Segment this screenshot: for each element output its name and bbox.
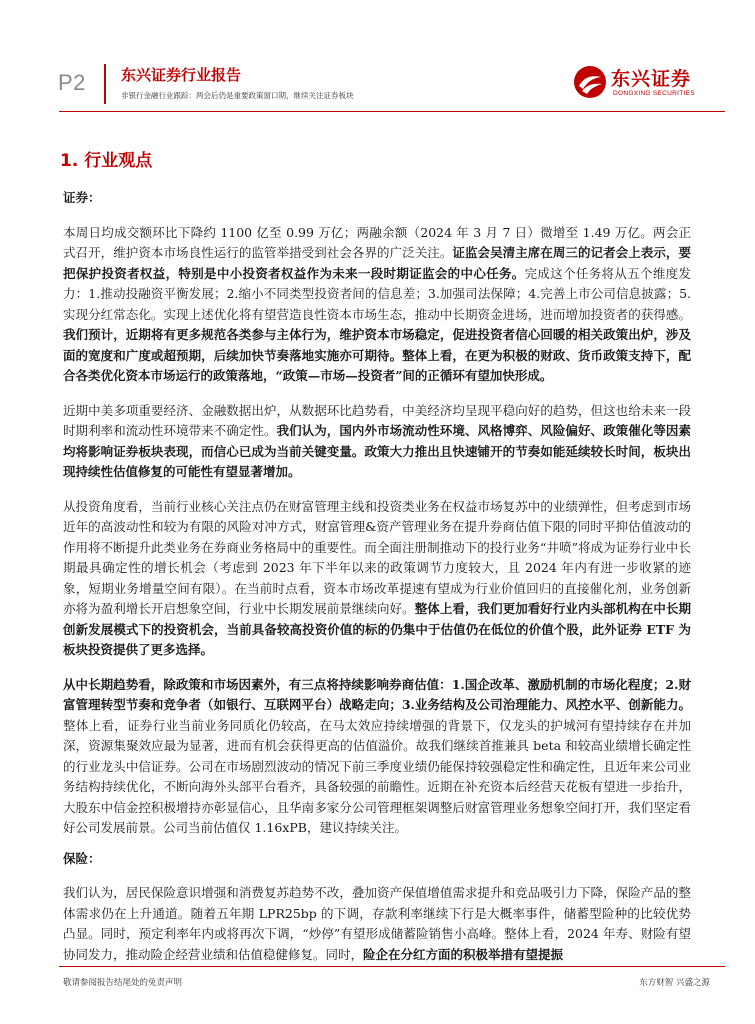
report-title: 东兴证券行业报告 bbox=[121, 66, 242, 84]
paragraph bbox=[63, 401, 691, 483]
header-rule bbox=[59, 111, 725, 112]
footer-disclaimer: 敬请参阅报告结尾处的免责声明 bbox=[63, 978, 183, 988]
logo-text-en: DONGXING SECURITIES bbox=[613, 90, 695, 97]
page-number: P2 bbox=[58, 70, 86, 95]
text-run: 本周日均成交额环比下降约 1100 亿至 0.99 万亿；两融余额（2024 年 3 月 7 日）微增至 1.49 万亿。两会正式召开，维护资本市场良性运行的监管举措受到社会各界的广泛关注。 bbox=[63, 224, 691, 260]
paragraph bbox=[63, 497, 691, 661]
logo-mark-icon bbox=[573, 65, 607, 99]
report-body bbox=[63, 188, 691, 979]
paragraph bbox=[63, 675, 691, 839]
footer-rule bbox=[59, 966, 725, 967]
company-logo bbox=[573, 63, 723, 103]
text-run: 我们认为，居民保险意识增强和消费复苏趋势不改，叠加资产保值增值需求提升和竞品吸引力下降，保险产品的整体需求仍在上升通道。随着五年期 LPR25bp 的下调，存款利率继续下行是大概率事件，储蓄型险种的比较优势凸显。同时，预定利率年内或将再次下调，“炒停”有望形成储蓄险销售小高峰。整体上看，2024 年寿、财险有望协同发力，推动险企经营业绩和估值稳健修复。同时， bbox=[63, 885, 691, 962]
bold-run: 我们认为，国内外市场流动性环境、风格博弈、风险偏好、政策催化等因素均将影响证券板块表现，而信心已成为当前关键变量。政策大力推出且快速铺开的节奏如能延续较长时间，板块出现持续性估值修复的可能性有望显著增加。 bbox=[63, 423, 691, 479]
header-divider bbox=[104, 64, 106, 104]
subheading-insurance: 保险： bbox=[63, 850, 101, 866]
text-run: 从投资角度看，当前行业核心关注点仍在财富管理主线和投资类业务在权益市场复苏中的业绩弹性，但考虑到市场近年的高波动性和较为有限的风险对冲方式，财富管理&资产管理业务在提升券商估值下限的同时平抑估值波动的作用将不断提升此类业务在券商业务格局中的重要性。而全面注册制推动下的投行业务“井喷”将成为证券行业中长期最具确定性的增长机会（考虑到 2023 年下半年以来的政策调节力度较大，且 2024 年内有进一步收紧的迹象，短期业务增量空间有限）。在当前时点看，资本市场改革提速有望成为行业价值回归的直接催化剂，业务创新亦将为盈利增长开启想象空间，行业中长期发展前景继续向好。 bbox=[63, 498, 691, 616]
page-footer bbox=[0, 966, 755, 1006]
report-subtitle: 非银行金融行业跟踪：两会后仍是重要政策窗口期，继续关注证券板块 bbox=[121, 91, 354, 100]
subheading-securities: 证券： bbox=[63, 190, 101, 205]
section-title: 1. 行业观点 bbox=[60, 151, 153, 171]
text-run: 近期中美多项重要经济、金融数据出炉，从数据环比趋势看，中美经济均呈现平稳向好的趋势，但这也给未来一段时期利率和流动性环境带来不确定性。 bbox=[63, 402, 691, 438]
bold-run: 整体上看，我们更加看好行业内头部机构在中长期创新发展模式下的投资机会，当前具备较高投资价值的标的仍集中于估值仍在低位的价值个股，此外证券 ETF 为板块投资提供了更多选择。 bbox=[63, 601, 691, 657]
paragraph bbox=[63, 223, 691, 387]
text-run: 整体上看，证券行业当前业务同质化仍较高，在马太效应持续增强的背景下，仅龙头的护城河有望持续存在并加深，资源集聚效应最为显著，进而有机会获得更高的估值溢价。故我们继续首推兼具 beta 和较高业绩增长确定性的行业龙头中信证券。公司在市场剧烈波动的情况下前三季度业绩仍能保持较强稳定性和确定性，且近年来公司业务结构持续优化，不断向海外头部平台看齐，具备较强的前瞻性。近期在补充资本后经营天花板有望进一步抬升，大股东中信金控积极增持亦彰显信心，且华南多家分公司管理框架调整后财富管理业务想象空间打开，我们坚定看好公司发展前景。公司当前估值仅 1.16xPB，建议持续关注。 bbox=[63, 717, 691, 835]
paragraph bbox=[63, 883, 691, 965]
footer-slogan: 东方财智 兴盛之源 bbox=[639, 978, 710, 988]
bold-run: 险企在分红方面的积极举措有望提振 bbox=[363, 946, 564, 962]
logo-text-cn: 东兴证券 bbox=[611, 68, 692, 90]
bold-run: 我们预计，近期将有更多规范各类参与主体行为，维护资本市场稳定，促进投资者信心回暖的相关政策出炉，涉及面的宽度和广度或超预期，后续加快节奏落地实施亦可期待。整体上看，在更为积极的财政、货币政策支持下，配合各类优化资本市场运行的政策落地，“政策—市场—投资者”间的正循环有望加快形成。 bbox=[63, 327, 691, 383]
bold-run: 证监会吴清主席在周三的记者会上表示，要把保护投资者权益，特别是中小投资者权益作为未来一段时期证监会的中心任务。 bbox=[63, 245, 691, 281]
text-run: 完成这个任务将从五个维度发力：1.推动投融资平衡发展；2.缩小不同类型投资者间的信息差；3.加强司法保障；4.完善上市公司信息披露；5.实现分红常态化。实现上述优化将有望营造良性资本市场生态，推动中长期资金进场，进而增加投资者的获得感。 bbox=[63, 265, 691, 322]
bold-run: 从中长期趋势看，除政策和市场因素外，有三点将持续影响券商估值：1.国企改革、激励机制的市场化程度；2.财富管理转型节奏和竞争者（如银行、互联网平台）战略走向；3.业务结构及公司治理能力、风控水平、创新能力。 bbox=[63, 676, 691, 712]
page-header bbox=[0, 0, 755, 112]
